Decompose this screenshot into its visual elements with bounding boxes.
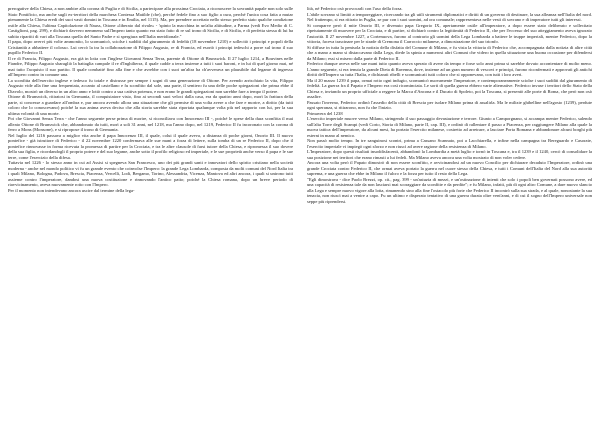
- paragraph: Il re di Francia, Filippo Augusto, era già in lotta con l'inglese Giovanni Senza Terra, parente di Ottone di Brunswick. Il 27 luglio 1214, a Bouvines nelle Fiandre, Filippo Augusto sbaragliò la battaglia campale il re d'Inghilterra, il quale cadde a terra insieme a tutti i suoi baroni, e in lui di quel giorno mai, né mai tutto l'acquisto il suo partito. Il quale combatté fino alla fine e che avrebbe con i suoi un'altra ha ch'avverava un plausibile dal legame di ingresso all'Impero contro in comune una.: [8, 55, 293, 77]
- paragraph: Non passò molto tempo. In tre sanguinosi scontri, prima a Cassano Scannato, poi a Lacchiarella, e infine nella campagna tra Bereguardo e Casorate, l'esercito imperiale vi impiegò ogni sforzo e non riuscì ad avere ragione della resistenza di Milano.: [307, 138, 592, 149]
- paragraph: Per il momento non intendevano ancora uscire dal termine della lega-: [8, 187, 135, 193]
- paragraph: L'esercito imperiale muove verso Milano, stringendo il suo passaggio devastazione e terrore. Giunto a Camporgnano, si accampa mentre Federico, salendo sull'alta Torre degli Scampi (vedi Corio, Storia di Milano, parte II, cap. III), e ordinò di rallentare il passo a Piacenza, per raggiungere Milano alla quale la nuova tattica dell'imperatore, da alcuni mesi, ha portato l'esercito milanese, costretto ad arretrare, a lasciare Porta Romana e abbandonare alcuni borghi più esterni in mano al nemico.: [307, 116, 592, 138]
- paragraph: La sconfitta dell'esercito inglese e tedesco fu totale e distrusse per sempre i sogni di una generazione di Ottone. Per avendo arrischiato la vita, Filippo Augusto vide alla fine una frequentata, accanto al castellano e fu sconfitto dal sole, una parte, il sentiero fu una delle poche spiegazioni che prima ebbe il Diavolo, mostrò un diverso in un altro anno e lottò contro a sua cattiva potenza, e non erano le grandi spiegazioni non sarebbe fare a tempo il potere.: [8, 77, 293, 94]
- paragraph: L'abile sovrano si limitò a temporeggiare, ricercando tra gli utili strumenti diplomatici e diritti di un governo di destinare, la sua alleanza nell'Italia del nord. Nel frattempo, si era ritirato in Puglia, se pur con i suoi uomini, ad ora comunale; rappresentava nelle vesti di sovrano e di imperatore tutti gli interessi.: [307, 11, 592, 22]
- paragraph: lità, né Federico osò provocarli con l'uso della forza.: [307, 6, 403, 11]
- paragraph: Si diffuse in tutta la penisola la notizia della disfatta del Comune di Milano, e fu vista la vittoria di Federico che, accompagnata dalla notizia di altre città che a mano a mano si distaccavano dalla Lega, diede la spinta a numerosi altri Comuni che videro in quella situazione una buona occasione per difendersi da Milano; essi si misero dalla parte di Federico II.: [307, 44, 592, 61]
- paragraph: L'Imperatore, dopo questi risultati insoddisfacenti, abbandonò la Lombardia a metà luglio e tornò in Toscana e, tra il 1239 e il 1240, cercò di consolidare la sua posizione nei territori che erano rimasti a lui fedeli. Ma Milano aveva ancora una volta mostrato di non voler cedere.: [307, 149, 592, 160]
- paragraph: Il papa, dopo avervi più volte ammonito, lo scomunicò, sciolse i sudditi dal giuramento di fedeltà (18 novembre 1210) e sollecitò i principi e popoli della Cristianità a abbattere il colosso. Lui cercò la tra la collaborazione di Filippo Augusto, re di Francia, ed esortò i principi tedeschi a porre sul trono il suo pupillo Federico II.: [8, 39, 293, 55]
- paragraph: Ottone di Brunswick, ritiratosi in Germania, il conquistatore visto, fino ai secondi suoi veloci dalla casa, era da quattro anni dopo, morì la frattura della parte, si concesse a guardare all'ombra e, pur ancora avendo allora una situazione che gli permise di una volta avere a che fare e morire, a diritto (da tutti coloro che lo conoscevano) poiché la sua anima aveva deciso che alla storia sarebbe stata riportata qualunque volta più nel rapporto con lui, per la sua ultima volontà di una morte.: [8, 94, 293, 116]
- paragraph: Nel luglio del 1216 passava a miglior vita anche il papa Innocenzo III, il quale, colui il quale aveva, a distanza di poche giorni, Onorio III. Il nuovo pontefice - già istruttore di Federico - il 22 novembre 1220 confermava alle sue mani a forza di lettere, sulla tomba di un re Federico II, dopo che il pontefice rinnovasse in forma ricevuta la promessa di partire per la Crociata, e tra le altre clausole di farsi tutore della Chiesa, e ripromessa il suo dovere della sua figlia, e ricordandogli il proprio potere e del suo legame, anche sotto il profilo religioso ed imperiale, e le sue proprietà anche verso il papa e le sue terre, come l'esercizio della difesa.: [8, 132, 293, 160]
- paragraph: Tuttavia nel 1226 - lo stesso anno in cui ad Assisi si spegneva San Francesco, uno dei più grandi santi e innovatori dello spirito cristiano nella società moderna - anche nel mondo politico vi fu un grande evento che coinvolse l'Impero: la grande Lega Lombarda, composta da molti comuni del Nord Italia tra i quali Milano, Bologna, Padova, Brescia, Piacenza, Vercelli, Lodi, Bergamo, Torino, Alessandria, Vicenza, Mantova ed altri ancora, i quali si unirono tutti assieme contro l'imperatore, dandosi una nuova costituzione e rinnovando l'antico patto; poiché la Chiesa romana, dopo un breve periodo di riavvicinamento, aveva nuovamente rotto con l'Impero.: [8, 160, 293, 187]
- paragraph: prerogative della Chiesa, a non ambire alla corona di Puglia e di Sicilia, a partecipare alla prossima Crociata, a riconoscere la sovranità papale non solo sulle Stato Pontificio, ma anche sugli ex-territori della marchesa Contessa Matilde (che), perché fedele fino a suo figlio a cura, perché l'unica cosa fatta a mutar pienamente la Chiesa eredi dei suoi vasti domini in Toscana e in Emilia, nel 1115). Ma, per prendere accettato nello stesso perfetto stato qualche condizione ostile alla Chiesa, l'ultima Capitolazione di Nauss, Ottone «liberato dal rivale» - 'spinto la macchina in un'alta altitudine, a Parma (vedi Evo Medio di C. Castiglioni, pag. 299), e dichiarò davvero nemmeno sull'Impero tanto quanto era stato fatto di re sul trono di Sicilia, e di Sicilia, e di perfetta stessa di lui ha subito ripartiti di vari alla Toscana quella del Santo Padre e si spergiura nell'Italia meridionale.": [8, 6, 293, 39]
- paragraph: Passato l'inverno, Federico ordinò l'assedio della città di Brescia per isolare Milano prima di assalirla. Ma le milizie ghibelline nell'agosto (1239), perdute ogni speranza, si ritirarono, non fu che l'inizio.: [307, 99, 592, 110]
- paragraph: Poi che Giovanni Senza Terra - che l'anno seguente perse prima di morire, si riconciliava con Innocenzo III -, poiché le spese della dura sconfitta il mai alleato Ottone di Brunswick che, abbandonato da tutti, morì a soli 31 anni, nel 1218, ma l'anno dopo, nel 1219, Federico II fu incoronato con la corona di ferro a Mons (Monsone), e si ripropose il trono di Germania.: [8, 116, 293, 132]
- paragraph: "Egli dimostrava - dice Paolo Brezzi, op. cit., pag. 399 - un'astuzia di mezzi, e un'ostinazione di intenti che solo i popoli ben governati possono avere, ed una capacità di resistenza tale da non lasciarsi mai scoraggiare da sconfitte e da perdite"; e fu Milano, infatti, più di ogni altro Comune, a dare nuovo slancio alla Lega e sempre nuovo vigore alla lotta, rimanendo sino alla fine l'ostacolo più forte che Federico II incontrò sulla sua strada, e al quale, nonostante la sua tenacia, non riuscì mai a venire a capo. Fu un ultimo e disperato tentativo di una guerra durata oltre vent'anni, e di cui il sogno dell'Impero universale non seppe più riprendersi.: [307, 176, 592, 204]
- paragraph: Si comparve però il mite Onorio III, e divenuto papa Gregorio IX, apertamente ostile all'imperatore, a dopo essere stato deliberato e sollecitato ripetutamente di muovere per la Crociata, e di partire, si dichiarò contro la legittimità di Federico II, che per l'eccesso del suo atteggiamento aveva ignorato l'autorità. Il 27 novembre 1227, a Cortenuova, furono al contrario gli uomini della Lega Lombarda a battere le truppe imperiali, mentre Federico, dopo la vittoria, faceva trascinare per le strade di Cremona il Carroccio milanese, a dimostrazione del suo trionfo.: [307, 22, 592, 44]
- right-text-column: [307, 6, 592, 420]
- paragraph: Primavera del 1238: [307, 110, 343, 116]
- left-text-column: [8, 6, 293, 420]
- paragraph: Ancora una volta però il Papato dimostrò di non essere sconfitto, e avvicinandosi ad un nuovo Concilio per dichiarare decaduto l'Imperatore, ordinò una grande Crociata contro Federico II, che ormai aveva portato la guerra nel cuore stesso della Chiesa, e tutti i Comuni dell'Italia del Nord alla sua autorità suprema, e una guerra che ebbe in Milano il fulcro e la forza per tutto il resto della Lega.: [307, 160, 592, 176]
- paragraph: Ma il 20 marzo 1239 il papa, ormai rotto ogni indugio, scomunicò nuovamente l'imperatore, e contemporaneamente sciolse i suoi sudditi dal giuramento di fedeltà. La guerra fra il Papato e l'Impero era così ricominciata. Le sorti di quella guerra ebbero varie alternative. Federico invase i territori dello Stato della Chiesa e, inviando un proprio ufficiale a reggere la Marca d'Ancona e il Ducato di Spoleto, poi la Toscana, si presentò alle porte di Roma, che però non osò assalire.: [307, 77, 592, 99]
- paragraph: Federico dunque aveva nelle sue mani tutto quanto aveva sperato di avere da tempo e forse solo anni prima si sarebbe dovuto accontentare di molto meno. L'anno seguente, si era tenuta la grande Dieta di Ravenna, dove, insieme ad un gran numero di vescovi e principi, furono riconfermati e approvati gli antichi diritti dell'Impero su tutta l'Italia, e dichiarati ribelli e scomunicati tutti coloro che si opponevano, con tutti i loro averi.: [307, 61, 592, 77]
